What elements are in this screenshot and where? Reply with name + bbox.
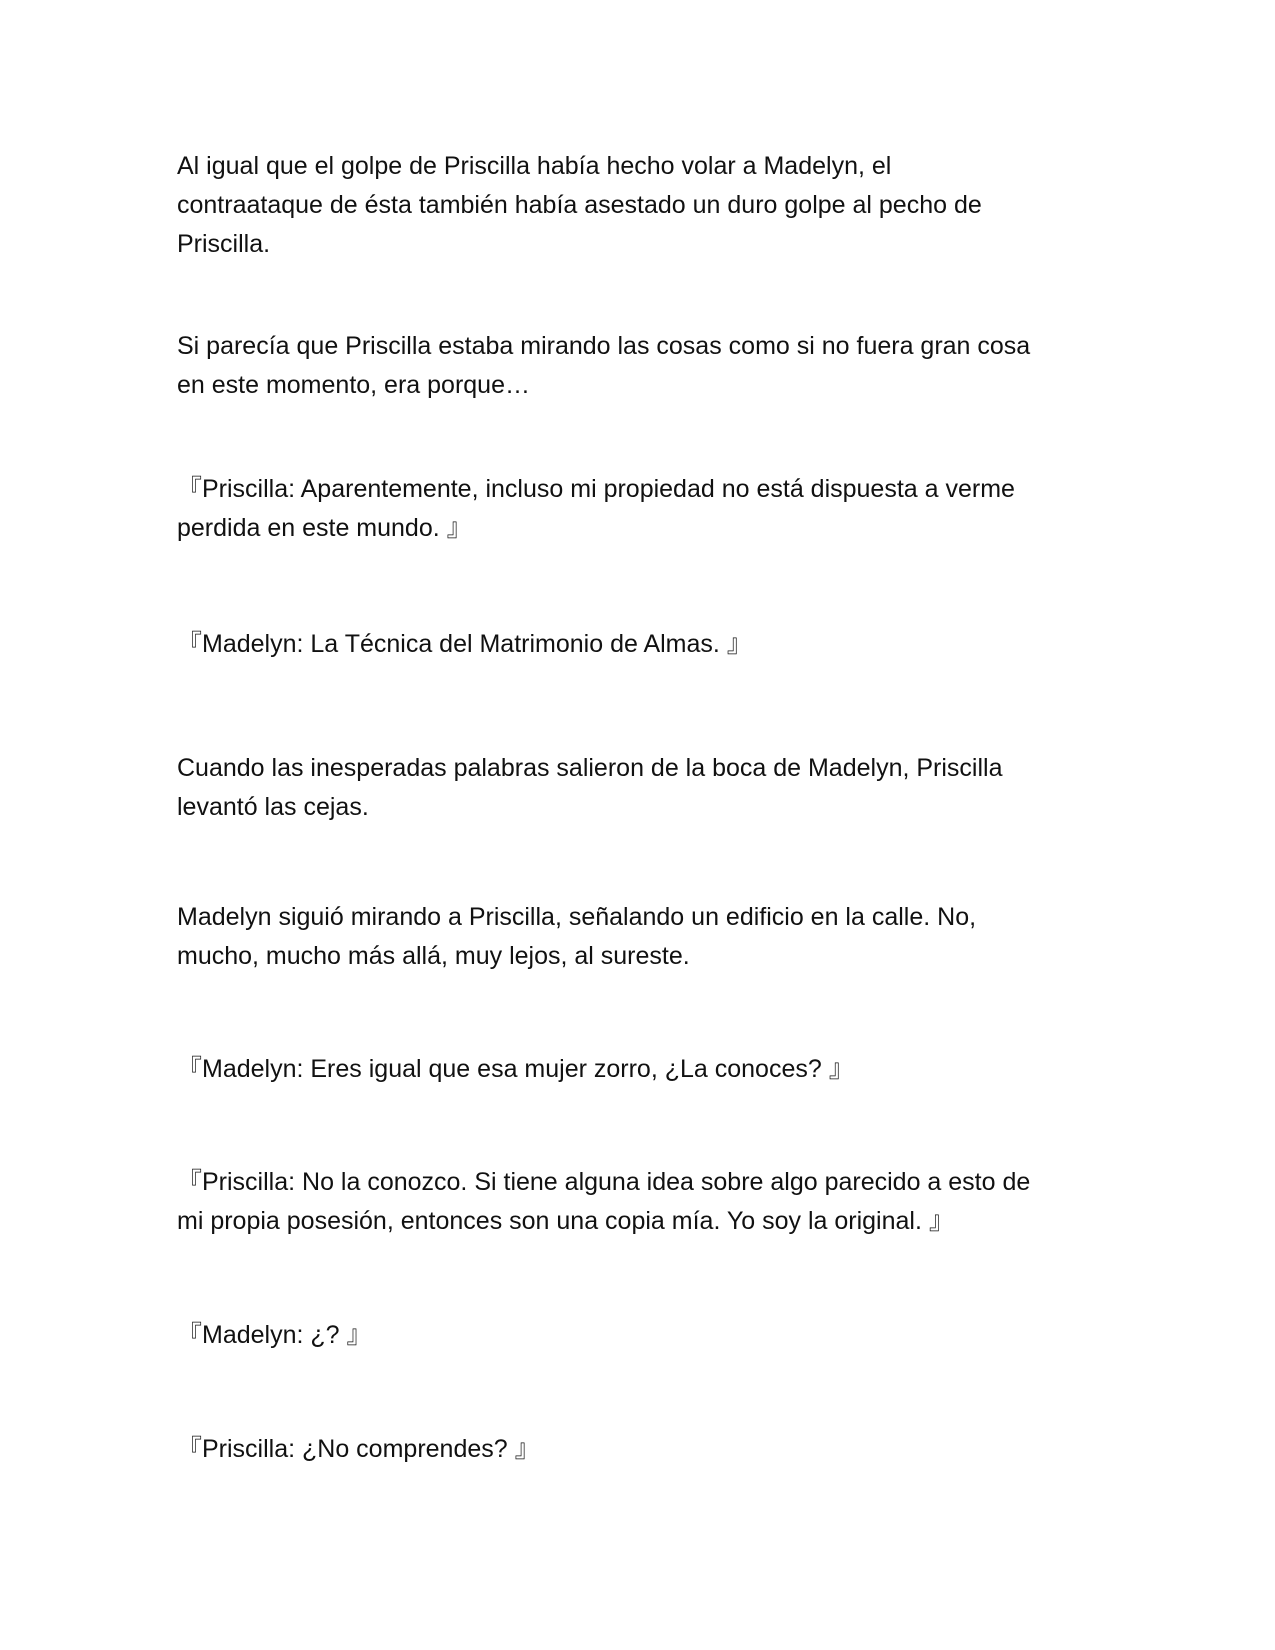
text-line: 『Madelyn: La Técnica del Matrimonio de Almas. 』 xyxy=(177,630,752,658)
text-line: Priscilla. xyxy=(177,230,271,258)
text-line: 『Priscilla: No la conozco. Si tiene alguna idea sobre algo parecido a esto de xyxy=(177,1168,1031,1196)
text-line: 『Madelyn: Eres igual que esa mujer zorro, ¿La conoces? 』 xyxy=(177,1055,854,1083)
text-line: en este momento, era porque… xyxy=(177,371,530,399)
paragraph-narration-2 xyxy=(177,327,1097,405)
text-line: 『Madelyn: ¿? 』 xyxy=(177,1321,372,1349)
text-line: perdida en este mundo. 』 xyxy=(177,514,472,542)
text-line: mucho, mucho más allá, muy lejos, al sureste. xyxy=(177,942,690,970)
text-line: Madelyn siguió mirando a Priscilla, señalando un edificio en la calle. No, xyxy=(177,903,977,931)
text-line: levantó las cejas. xyxy=(177,793,369,821)
text-line: 『Priscilla: Aparentemente, incluso mi propiedad no está dispuesta a verme xyxy=(177,475,1015,503)
text-line: Al igual que el golpe de Priscilla había hecho volar a Madelyn, el xyxy=(177,152,892,180)
text-line: Cuando las inesperadas palabras salieron de la boca de Madelyn, Priscilla xyxy=(177,754,1003,782)
text-line: 『Priscilla: ¿No comprendes? 』 xyxy=(177,1435,540,1463)
dialogue-priscilla-1 xyxy=(177,470,1097,548)
dialogue-madelyn-1 xyxy=(177,625,1097,664)
paragraph-narration-4 xyxy=(177,898,1097,976)
dialogue-priscilla-3 xyxy=(177,1430,1097,1469)
paragraph-narration-3 xyxy=(177,749,1097,827)
text-line: mi propia posesión, entonces son una copia mía. Yo soy la original. 』 xyxy=(177,1207,954,1235)
paragraph-narration-1 xyxy=(177,147,1097,264)
dialogue-madelyn-2 xyxy=(177,1050,1097,1089)
text-line: contraataque de ésta también había asestado un duro golpe al pecho de xyxy=(177,191,982,219)
text-line: Si parecía que Priscilla estaba mirando las cosas como si no fuera gran cosa xyxy=(177,332,1031,360)
dialogue-priscilla-2 xyxy=(177,1163,1097,1241)
dialogue-madelyn-3 xyxy=(177,1316,1097,1355)
